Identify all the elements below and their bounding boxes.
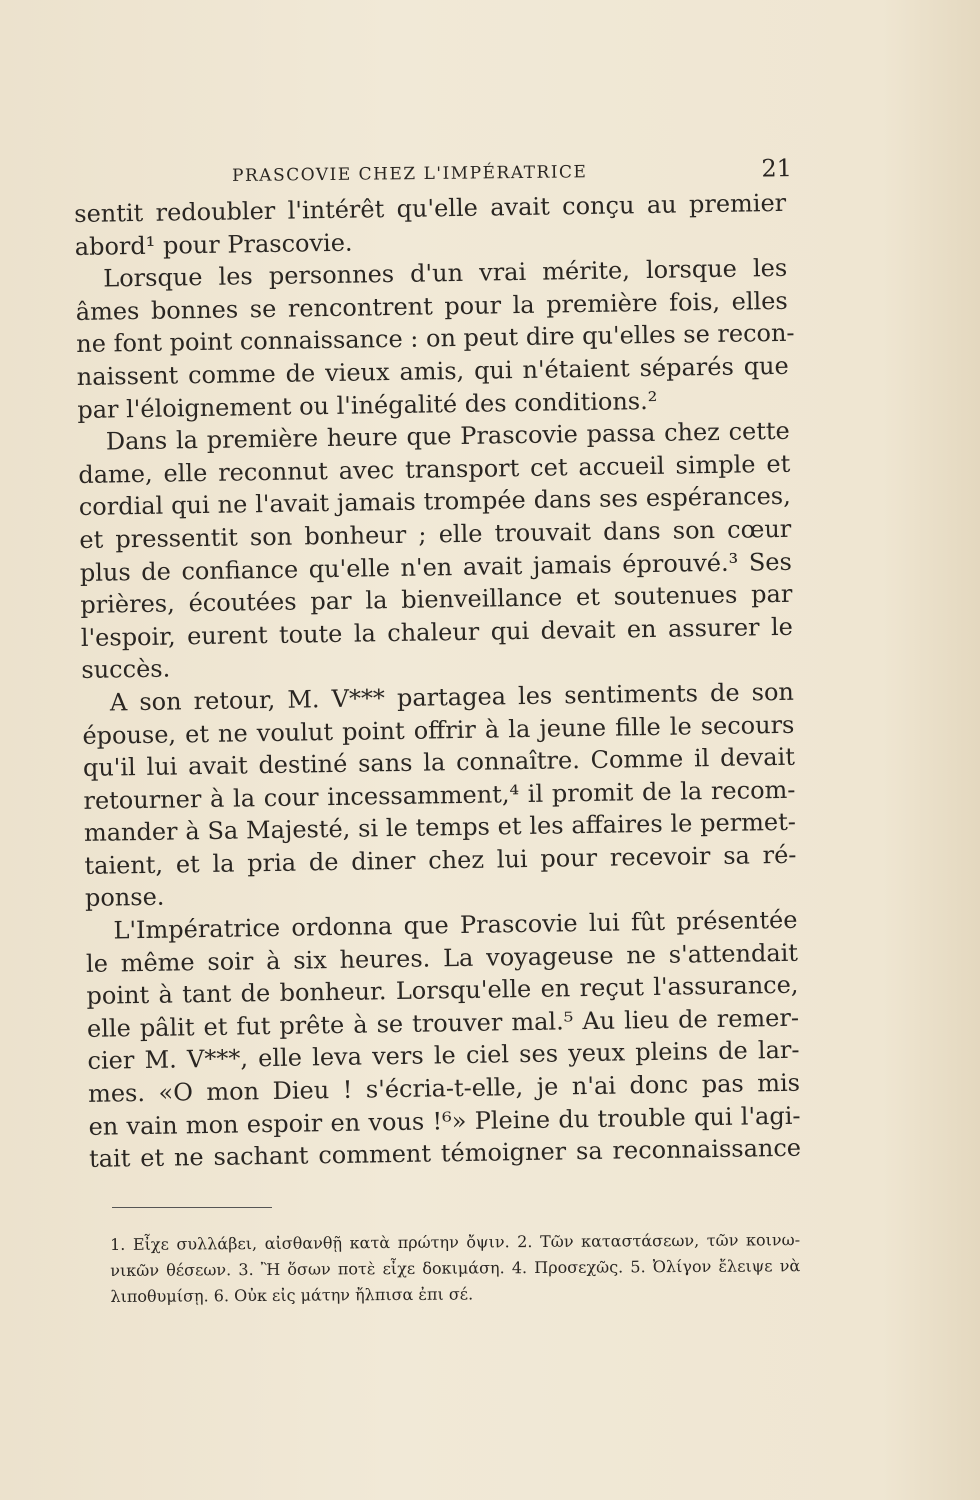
text-line: cordial qui ne l'avait jamais trompée dans ses espérances, <box>78 482 791 522</box>
text-line: tait et ne sachant comment témoigner sa reconnaissance <box>88 1133 802 1174</box>
text-line: sentit redoubler l'intérêt qu'elle avait conçu au premier <box>74 188 787 228</box>
text-line: en vain mon espoir en vous !⁶» Pleine du trouble qui l'agi- <box>88 1101 801 1141</box>
body-text <box>74 187 801 1176</box>
text-line: retourner à la cour incessamment,⁴ il promit de la recom- <box>83 775 796 815</box>
text-line: prières, écoutées par la bienveillance et soutenues par <box>80 579 793 620</box>
text-line: L'Impératrice ordonna que Prascovie lui fût présentée <box>113 905 798 945</box>
text-line: le même soir à six heures. La voyageuse ne s'attendait <box>85 938 799 978</box>
text-line: ne font point connaissance : on peut dire qu'elles se recon- <box>76 319 795 359</box>
text-line: plus de confiance qu'elle n'en avait jamais éprouvé.³ Ses <box>79 547 793 587</box>
text-line: mes. «O mon Dieu ! s'écria-t-elle, je n'ai donc pas mis <box>87 1068 801 1108</box>
footnote-rule <box>112 1207 272 1208</box>
text-line: ponse. <box>84 883 165 913</box>
text-line: qu'il lui avait destiné sans la connaître. Comme il devait <box>82 742 796 783</box>
text-line: par l'éloignement ou l'inégalité des conditions.² <box>77 386 658 424</box>
text-line: épouse, et ne voulut point offrir à la jeune fille le secours <box>82 710 795 750</box>
text-line: dame, elle reconnut avec transport cet accueil simple et <box>78 449 791 489</box>
text-line: naissent comme de vieux amis, qui n'étaient séparés que <box>76 351 789 391</box>
text-line: âmes bonnes se rencontrent pour la première fois, elles <box>75 286 788 326</box>
text-line: mander à Sa Majesté, si le temps et les affaires le permet- <box>83 808 797 848</box>
text-line: Dans la première heure que Prascovie passa chez cette <box>105 416 790 456</box>
text-line: Lorsque les personnes d'un vrai mérite, lorsque les <box>103 253 788 293</box>
footnote-line: νικῶν θέσεων. 3. Ἢ ὅσων ποτὲ εἶχε δοκιμάση. 4. Προσεχῶς. 5. Ὀλίγον ἔλειψε νὰ <box>110 1256 801 1280</box>
page-number: 21 <box>761 154 793 183</box>
footnote-line: 1. Εἶχε συλλάβει, αἰσθανθῇ κατὰ πρώτην ὄψιν. 2. Τῶν καταστάσεων, τῶν κοινω- <box>110 1230 801 1254</box>
text-line: et pressentit son bonheur ; elle trouvait dans son cœur <box>79 514 792 554</box>
footnote-line: λιποθυμίσῃ. 6. Οὐκ εἰς μάτην ἤλπισα ἐπι σέ. <box>110 1284 474 1306</box>
text-line: l'espoir, eurent toute la chaleur qui devait en assurer le <box>80 612 794 652</box>
footnotes <box>110 1227 801 1310</box>
running-title: PRASCOVIE CHEZ L'IMPÉRATRICE <box>231 162 588 186</box>
text-line: taient, et la pria de diner chez lui pour recevoir sa ré- <box>84 840 797 880</box>
page-header <box>232 154 792 190</box>
text-line: point à tant de bonheur. Lorsqu'elle en reçut l'assurance, <box>86 970 799 1011</box>
text-line: abord¹ pour Prascovie. <box>74 228 353 261</box>
text-line: A son retour, M. V*** partagea les sentiments de son <box>109 677 795 717</box>
text-line: cier M. V***, elle leva vers le ciel ses yeux pleins de lar- <box>87 1036 800 1076</box>
text-line: elle pâlit et fut prête à se trouver mal.⁵ Au lieu de remer- <box>86 1003 800 1043</box>
text-line: succès. <box>81 654 171 685</box>
